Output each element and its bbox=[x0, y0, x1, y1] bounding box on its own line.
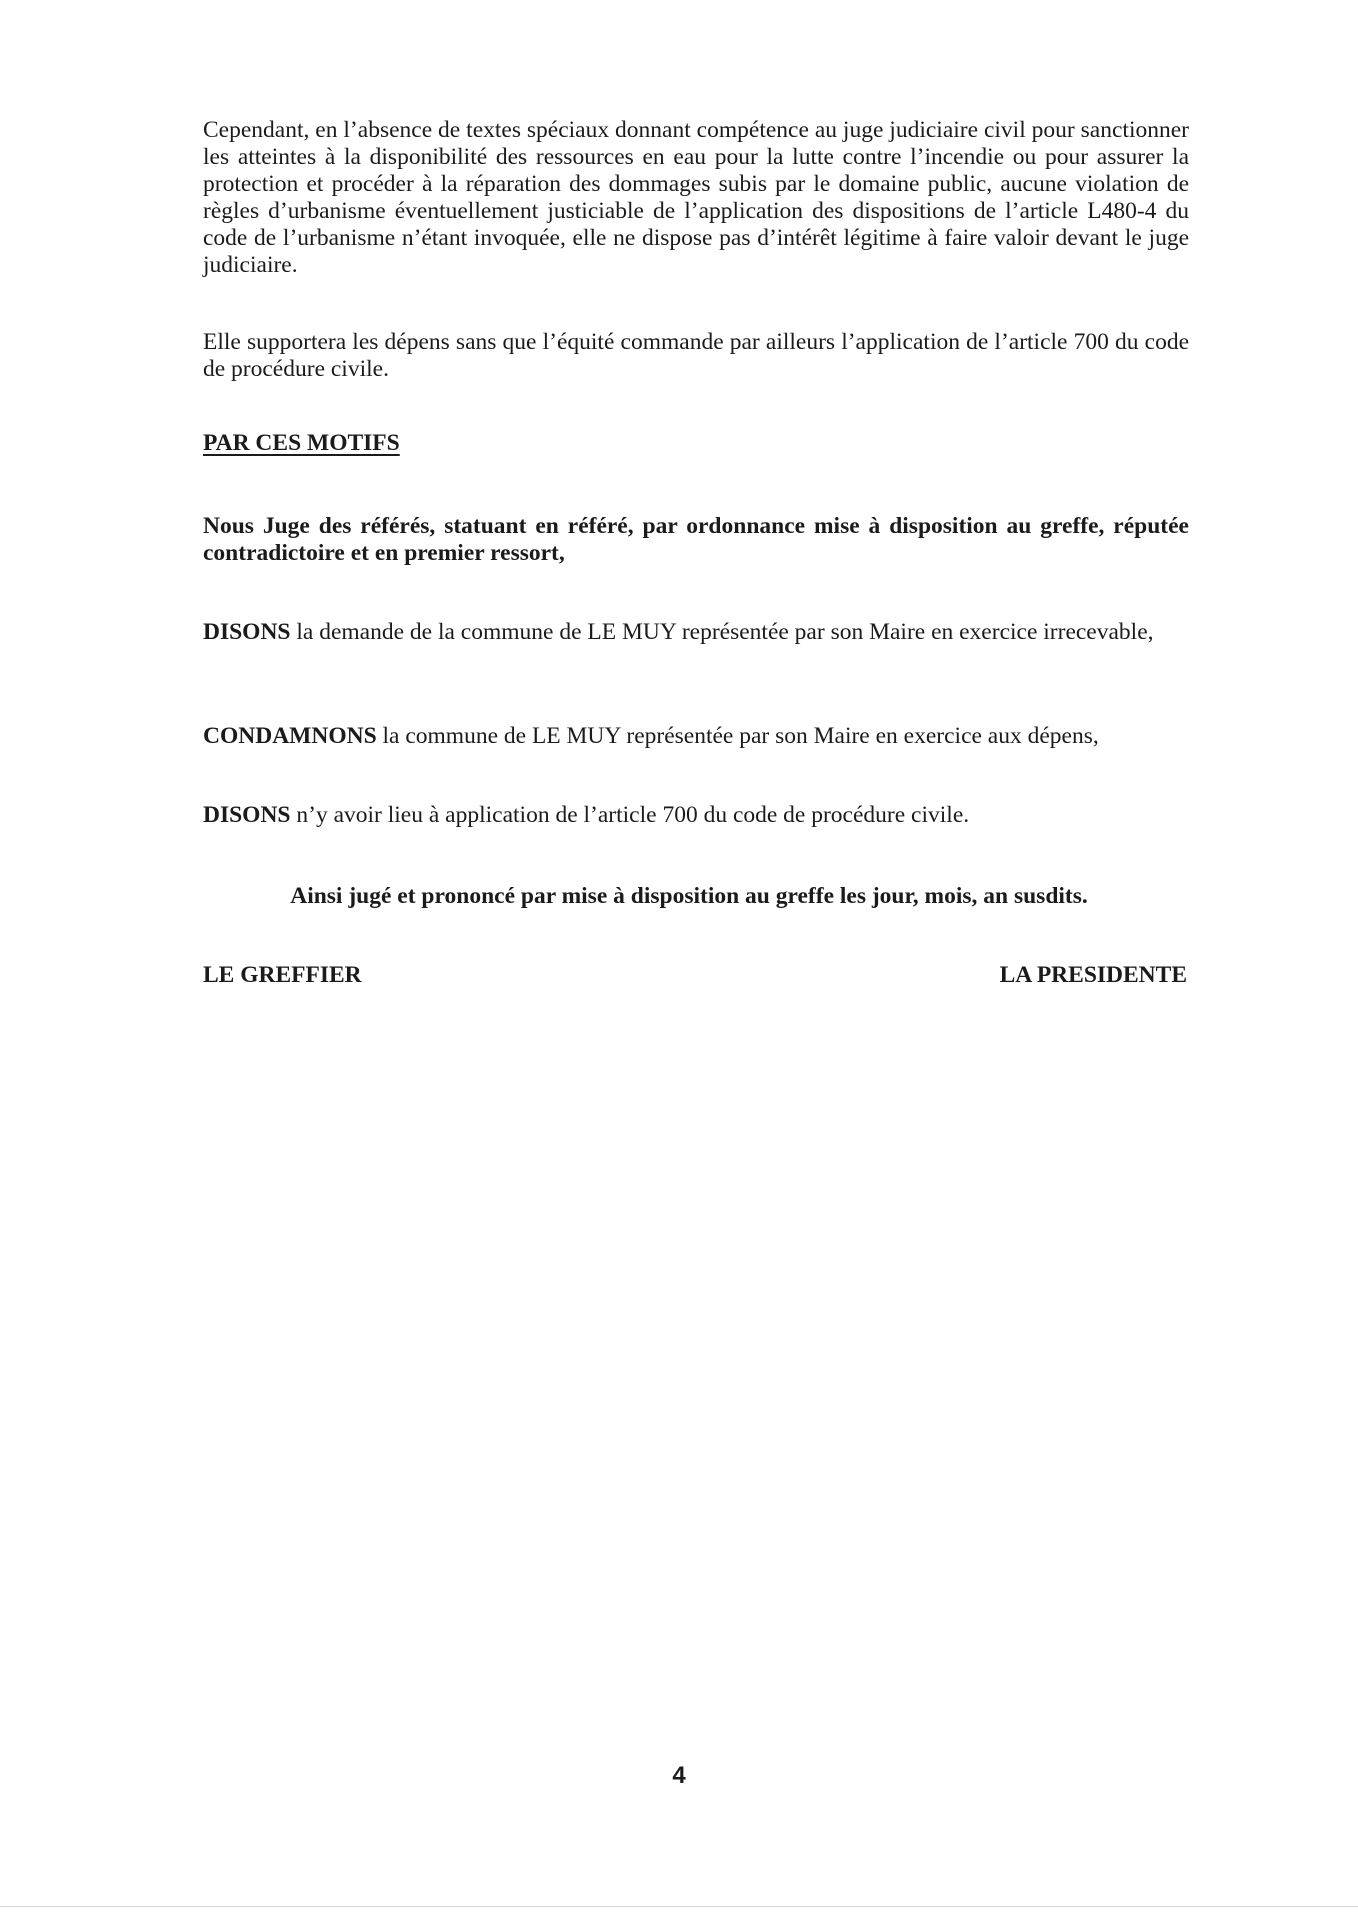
decision-article-700 bbox=[203, 802, 1189, 829]
section-heading: PAR CES MOTIFS bbox=[203, 430, 400, 456]
signature-greffier: LE GREFFIER bbox=[203, 962, 362, 988]
decision-text: n’y avoir lieu à application de l’article 700 du code de procédure civile. bbox=[290, 802, 970, 828]
decision-condamnation bbox=[203, 723, 1189, 750]
closing-statement: Ainsi jugé et prononcé par mise à disposition au greffe les jour, mois, an susdits. bbox=[290, 883, 1088, 909]
decision-text: la demande de la commune de LE MUY représentée par son Maire en exercice irrecevable, bbox=[290, 619, 1154, 645]
decision-text: la commune de LE MUY représentée par son Maire en exercice aux dépens, bbox=[376, 723, 1099, 749]
paragraph-competence: Cependant, en l’absence de textes spéciaux donnant compétence au juge judiciaire civil pour sanctionner les atteintes à la disponibilité des ressources en eau pour la lutte contre l’incendie ou pour assurer la protection et procéder à la réparation des dommages subis par le domaine public, aucune violation de règles d’urbanisme éventuellement justiciable de l’application des dispositions de l’article L480-4 du code de l’urbanisme n’étant invoquée, elle ne dispose pas d’intérêt légitime à faire valoir devant le juge judiciaire. bbox=[203, 117, 1189, 278]
page-number: 4 bbox=[672, 1762, 686, 1789]
ruling-intro: Nous Juge des référés, statuant en référé, par ordonnance mise à disposition au greffe, réputée contradictoire et en premier ressort, bbox=[203, 513, 1189, 566]
decision-irrecevable bbox=[203, 619, 1189, 646]
decision-keyword: DISONS bbox=[203, 619, 291, 645]
paragraph-depens: Elle supportera les dépens sans que l’équité commande par ailleurs l’application de l’article 700 du code de procédure civile. bbox=[203, 329, 1189, 382]
scan-edge-line bbox=[0, 1906, 1358, 1907]
signature-presidente: LA PRESIDENTE bbox=[999, 962, 1187, 988]
decision-keyword: DISONS bbox=[203, 802, 291, 828]
decision-keyword: CONDAMNONS bbox=[203, 723, 377, 749]
